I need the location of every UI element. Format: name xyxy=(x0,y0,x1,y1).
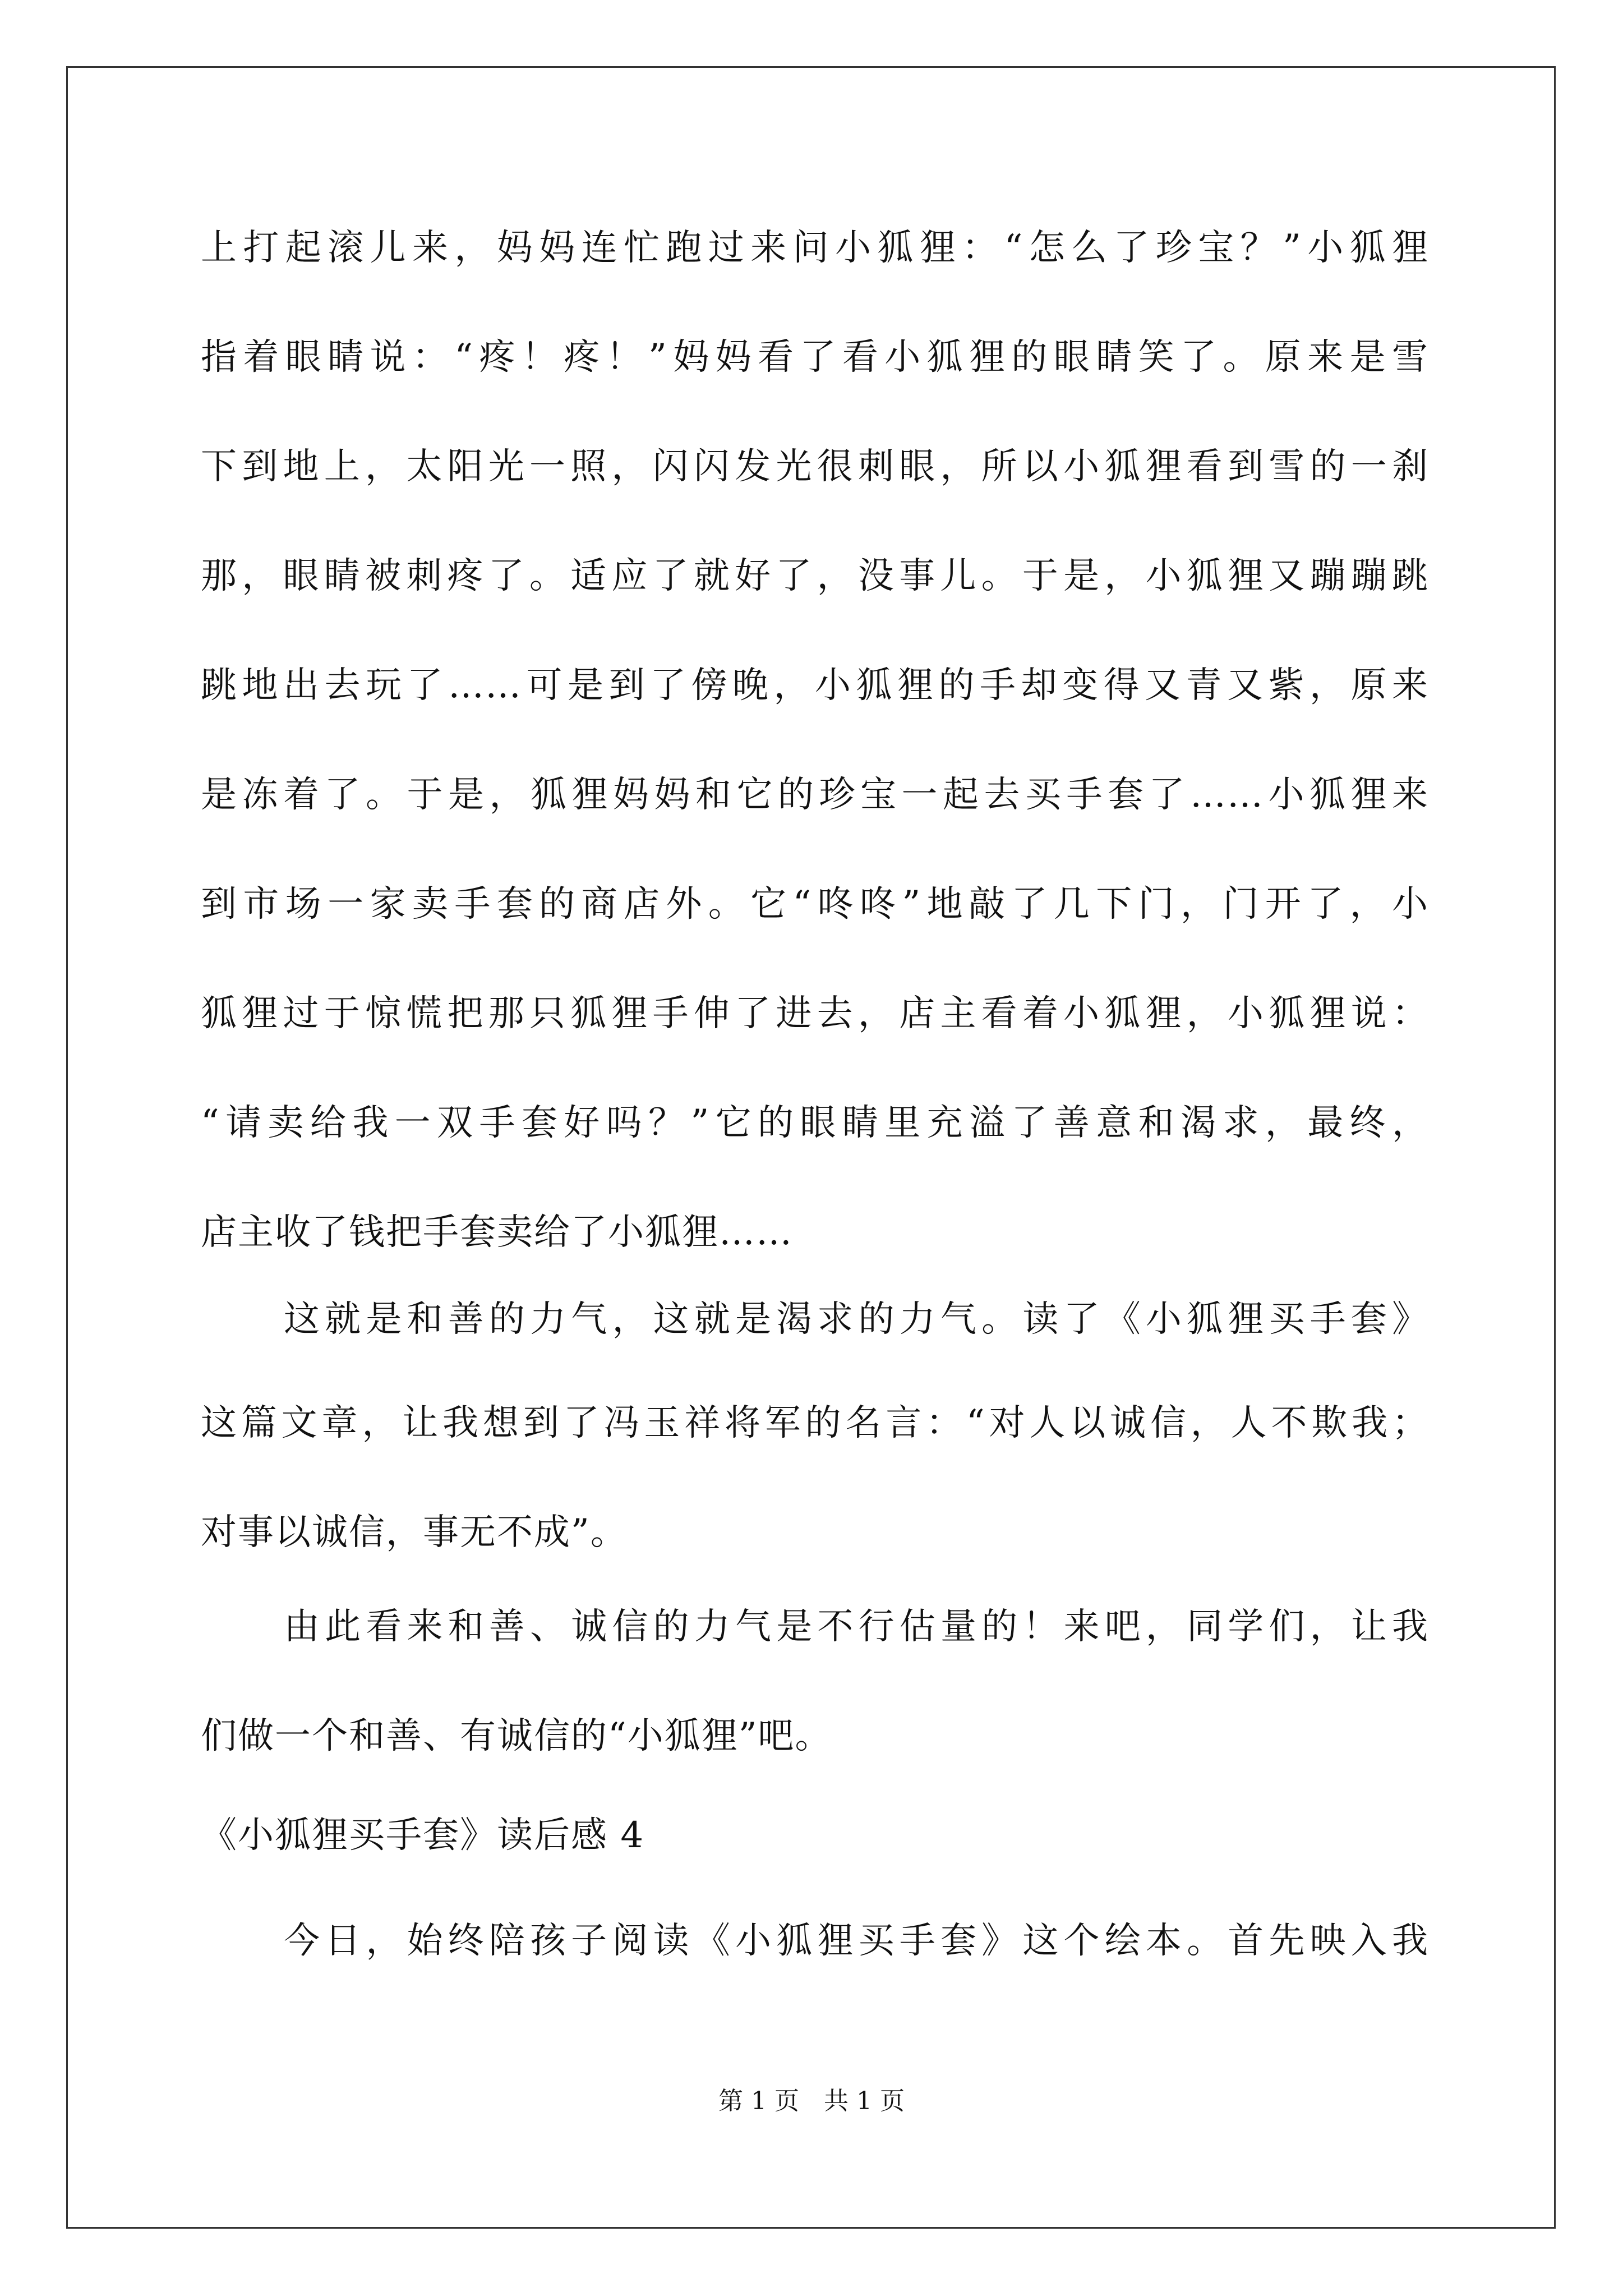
paragraph-line: 店主收了钱把手套卖给了小狐狸…… xyxy=(201,1212,793,1253)
paragraph-line: 下到地上，太阳光一照，闪闪发光很刺眼，所以小狐狸看到雪的一刹 xyxy=(201,446,1429,487)
paragraph-line: 由此看来和善、诚信的力气是不行估量的！来吧，同学们，让我 xyxy=(284,1606,1429,1648)
paragraph-line: 指着眼睛说：“疼！疼！”妈妈看了看小狐狸的眼睛笑了。原来是雪 xyxy=(201,337,1429,378)
paragraph-line: 是冻着了。于是，狐狸妈妈和它的珍宝一起去买手套了……小狐狸来 xyxy=(201,774,1429,816)
paragraph-line: 上打起滚儿来，妈妈连忙跑过来问小狐狸：“怎么了珍宝？”小狐狸 xyxy=(201,227,1429,269)
paragraph-line: 跳地出去玩了……可是到了傍晚，小狐狸的手却变得又青又紫，原来 xyxy=(201,665,1429,706)
page-footer: 第 1 页 共 1 页 xyxy=(718,2087,905,2115)
paragraph-line: “请卖给我一双手套好吗？”它的眼睛里充溢了善意和渴求，最终， xyxy=(201,1102,1429,1144)
paragraph-line: 今日，始终陪孩子阅读《小狐狸买手套》这个绘本。首先映入我 xyxy=(284,1920,1429,1962)
paragraph-line: 们做一个和善、有诚信的“小狐狸”吧。 xyxy=(201,1715,832,1757)
paragraph-line: 狐狸过于惊慌把那只狐狸手伸了进去，店主看着小狐狸，小狐狸说： xyxy=(201,993,1429,1034)
paragraph-line: 这篇文章，让我想到了冯玉祥将军的名言：“对人以诚信，人不欺我； xyxy=(201,1402,1429,1444)
page-border xyxy=(66,66,1556,2229)
paragraph-line: 这就是和善的力气，这就是渴求的力气。读了《小狐狸买手套》 xyxy=(284,1299,1429,1340)
section-heading: 《小狐狸买手套》读后感 4 xyxy=(201,1815,645,1856)
paragraph-line: 那，眼睛被刺疼了。适应了就好了，没事儿。于是，小狐狸又蹦蹦跳 xyxy=(201,555,1429,597)
paragraph-line: 对事以诚信，事无不成”。 xyxy=(201,1512,628,1553)
paragraph-line: 到市场一家卖手套的商店外。它“咚咚”地敲了几下门，门开了，小 xyxy=(201,884,1429,925)
